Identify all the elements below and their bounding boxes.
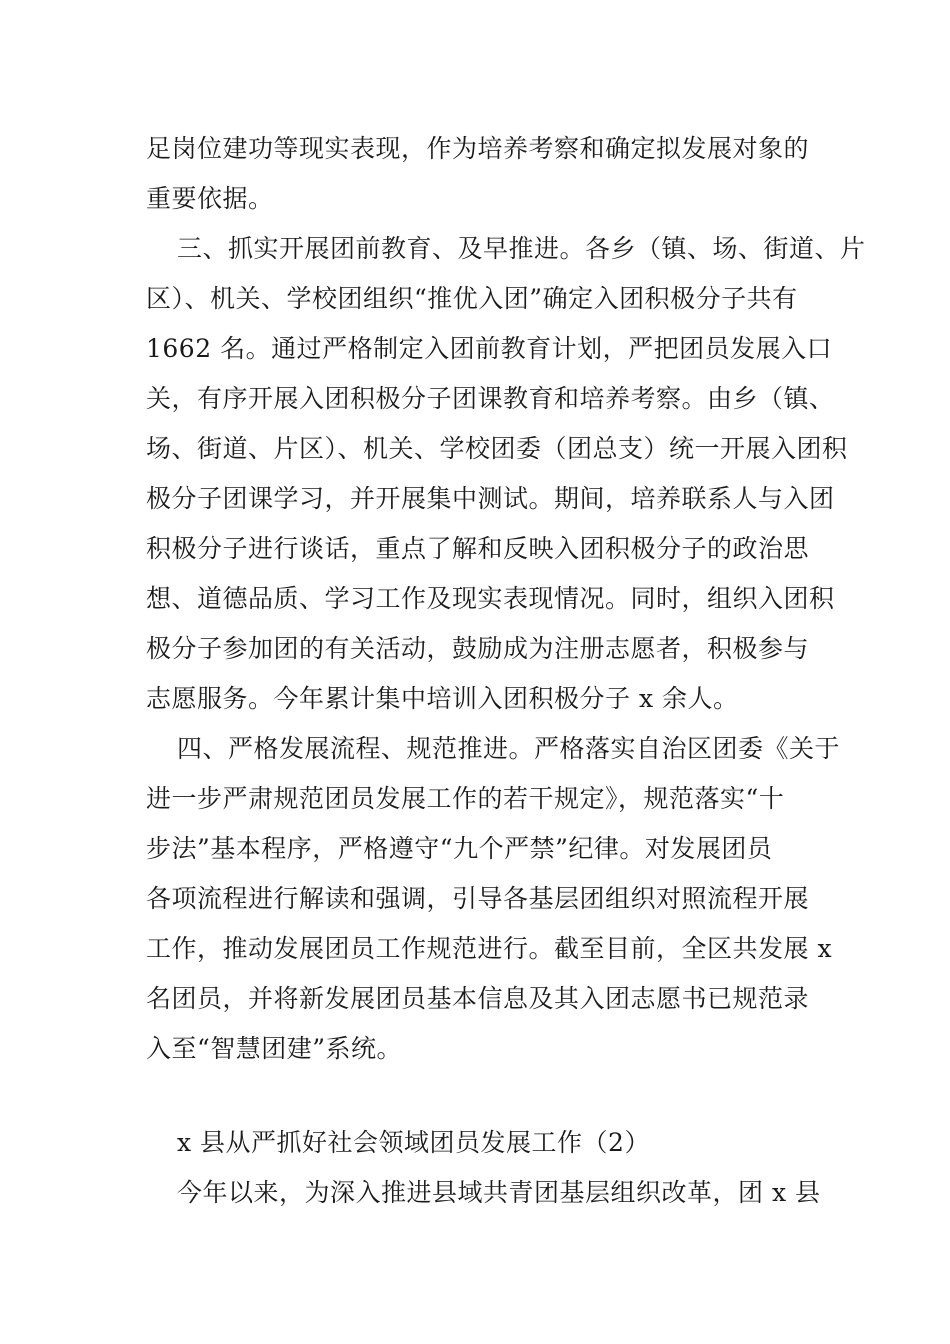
text-line: 关，有序开展入团积极分子团课教育和培养考察。由乡（镇、 — [146, 384, 835, 413]
text-line: 今年以来，为深入推进县域共青团基层组织改革，团 x 县 — [177, 1178, 821, 1207]
text-line: 步法”基本程序，严格遵守“九个严禁”纪律。对发展团员 — [146, 834, 773, 863]
text-line: 四、严格发展流程、规范推进。严格落实自治区团委《关于 — [177, 734, 841, 763]
text-line: 重要依据。 — [146, 184, 274, 213]
text-line: 入至“智慧团建”系统。 — [146, 1034, 403, 1063]
text-line: 积极分子进行谈话，重点了解和反映入团积极分子的政治思 — [146, 534, 810, 563]
section-heading: x 县从严抓好社会领域团员发展工作（2） — [177, 1128, 650, 1157]
text-line: 极分子参加团的有关活动，鼓励成为注册志愿者，积极参与 — [146, 634, 810, 663]
text-line: 场、街道、片区）、机关、学校团委（团总支）统一开展入团积 — [146, 434, 848, 463]
text-line: 进一步严肃规范团员发展工作的若干规定》，规范落实“十 — [146, 784, 785, 813]
text-line: 极分子团课学习，并开展集中测试。期间，培养联系人与入团 — [146, 484, 835, 513]
text-line: 足岗位建功等现实表现，作为培养考察和确定拟发展对象的 — [146, 134, 810, 163]
text-line: 名团员，并将新发展团员基本信息及其入团志愿书已规范录 — [146, 984, 810, 1013]
text-line: 想、道德品质、学习工作及现实表现情况。同时，组织入团积 — [146, 584, 835, 613]
text-line: 志愿服务。今年累计集中培训入团积极分子 x 余人。 — [146, 684, 739, 713]
text-line: 1662 名。通过严格制定入团前教育计划，严把团员发展入口 — [146, 334, 833, 363]
text-line: 三、抓实开展团前教育、及早推进。各乡（镇、场、街道、片 — [177, 234, 866, 263]
text-line: 工作，推动发展团员工作规范进行。截至目前，全区共发展 x — [146, 934, 833, 963]
text-line: 区）、机关、学校团组织“推优入团”确定入团积极分子共有 — [146, 284, 798, 313]
text-line: 各项流程进行解读和强调，引导各基层团组织对照流程开展 — [146, 884, 810, 913]
